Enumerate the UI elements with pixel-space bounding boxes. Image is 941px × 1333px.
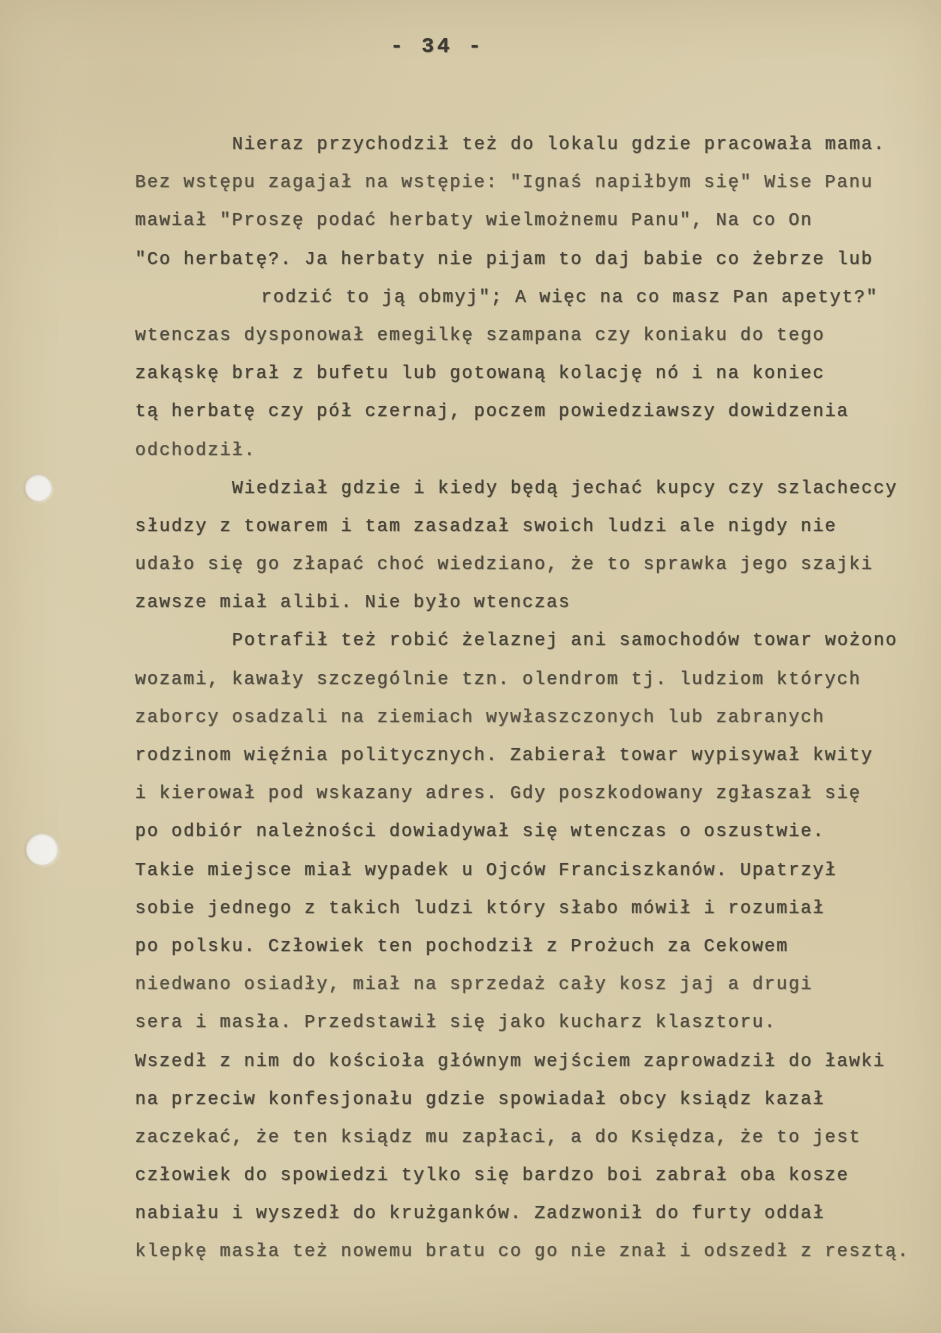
text-line: mawiał "Proszę podać herbaty wielmożnemu Panu", Na co On [135, 211, 813, 232]
text-line: po odbiór należności dowiadywał się wtenczas o oszustwie. [135, 822, 825, 843]
text-line: Takie miejsce miał wypadek u Ojców Franciszkanów. Upatrzył [135, 860, 837, 881]
text-line: klepkę masła też nowemu bratu co go nie znał i odszedł z resztą. [135, 1242, 910, 1263]
text-line: Wszedł z nim do kościoła głównym wejściem zaprowadził do ławki [135, 1051, 886, 1072]
text-line: po polsku. Człowiek ten pochodził z Prożuch za Cekowem [135, 936, 789, 957]
text-line: tą herbatę czy pół czernaj, poczem powiedziawszy dowidzenia [135, 402, 850, 423]
text-line: zawsze miał alibi. Nie było wtenczas [135, 593, 571, 614]
text-line: nabiału i wyszedł do krużganków. Zadzwonił do furty oddał [135, 1204, 825, 1225]
text-line: "Co herbatę?. Ja herbaty nie pijam to daj babie co żebrze lub [135, 249, 874, 270]
text-line: rodzinom więźnia politycznych. Zabierał towar wypisywał kwity [135, 746, 874, 766]
punch-hole-top [25, 474, 52, 501]
text-line: sera i masła. Przedstawił się jako kucharz klasztoru. [135, 1013, 777, 1034]
page-number: - 34 - [390, 36, 484, 59]
text-line: zaborcy osadzali na ziemiach wywłaszczonych lub zabranych [135, 707, 825, 728]
text-line: Potrafił też robić żelaznej ani samochodów towar wożono [232, 631, 898, 652]
text-line: i kierował pod wskazany adres. Gdy poszkodowany zgłaszał się [135, 784, 862, 805]
text-line: udało się go złapać choć wiedziano, że to sprawka jego szajki [135, 555, 874, 576]
text-line: wozami, kawały szczególnie tzn. olendrom tj. ludziom których [135, 669, 862, 690]
text-line: odchodził. [135, 440, 257, 461]
typewritten-text [135, 126, 935, 1272]
text-line: na przeciw konfesjonału gdzie spowiadał obcy ksiądz kazał [135, 1089, 825, 1110]
text-line: sobie jednego z takich ludzi który słabo mówił i rozumiał [135, 898, 825, 919]
text-line: Nieraz przychodził też do lokalu gdzie pracowała mama. [232, 135, 886, 155]
text-line: rodzić to ją obmyj"; A więc na co masz Pan apetyt?" [261, 287, 879, 308]
punch-hole-bottom [26, 833, 58, 865]
text-line: wtenczas dysponował emegilkę szampana czy koniaku do tego [135, 325, 825, 346]
text-line: słudzy z towarem i tam zasadzał swoich ludzi ale nigdy nie [135, 516, 837, 537]
text-line: niedwano osiadły, miał na sprzedaż cały kosz jaj a drugi [135, 975, 813, 996]
text-line: Wiedział gdzie i kiedy będą jechać kupcy czy szlacheccy [232, 478, 898, 499]
text-line: Bez wstępu zagajał na wstępie: "Ignaś napiłbym się" Wise Panu [135, 173, 874, 194]
text-line: zaczekać, że ten ksiądz mu zapłaci, a do Księdza, że to jest [135, 1127, 862, 1148]
text-line: zakąskę brał z bufetu lub gotowaną kolację nó i na koniec [135, 364, 825, 385]
text-line: człowiek do spowiedzi tylko się bardzo boi zabrał oba kosze [135, 1166, 850, 1187]
